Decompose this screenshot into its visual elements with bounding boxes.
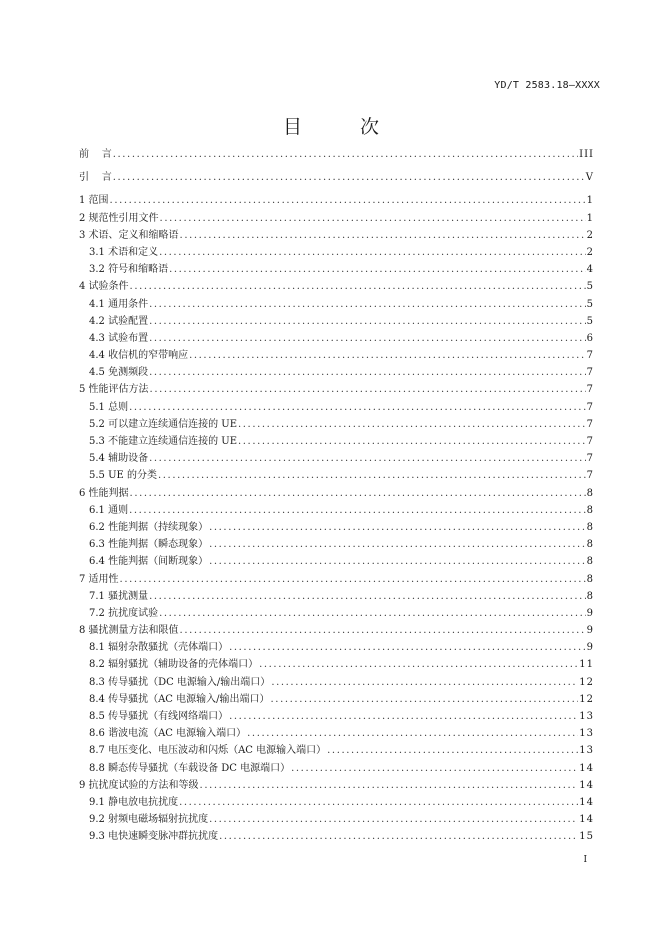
toc-entry-label: 8 骚扰测量方法和限值: [79, 625, 179, 637]
page-number: I: [583, 855, 587, 865]
toc-entry-page: 1: [586, 195, 594, 207]
toc-entry[interactable]: [79, 467, 594, 484]
toc-leader-dots: [113, 146, 578, 163]
toc-entry-page: 8: [586, 556, 594, 568]
toc-entry-label: 6.3 性能判据（瞬态现象）: [89, 539, 209, 551]
toc-leader-dots: [247, 725, 578, 742]
toc-entry[interactable]: [79, 261, 594, 278]
toc-leader-dots: [189, 347, 586, 364]
toc-leader-dots: [159, 244, 586, 261]
toc-entry-page: 9: [586, 625, 594, 637]
toc-entry-label: 9.2 射频电磁场辐射抗扰度: [89, 814, 209, 826]
toc-leader-dots: [130, 485, 586, 502]
toc-entry-page: 2: [586, 229, 594, 241]
toc-entry[interactable]: [79, 811, 594, 828]
toc-entry-label: 前 言: [79, 149, 112, 160]
toc-entry-page: 11: [579, 659, 594, 671]
toc-leader-dots: [149, 450, 586, 467]
toc-entry-label: 1 范围: [79, 195, 109, 207]
toc-entry-label: 8.2 辐射骚扰（辅助设备的壳体端口）: [89, 659, 259, 671]
toc-entry-label: 8.1 辐射杂散骚扰（壳体端口）: [89, 642, 229, 654]
toc-entry-label: 7.2 抗扰度试验: [89, 607, 159, 619]
toc-entry-label: 6.2 性能判据（持续现象）: [89, 521, 209, 533]
toc-entry[interactable]: [79, 674, 594, 691]
toc-entry[interactable]: [79, 502, 594, 519]
toc-entry-page: 5: [586, 315, 594, 327]
toc-leader-dots: [259, 656, 578, 673]
toc-leader-dots: [209, 536, 586, 553]
toc-entry[interactable]: [79, 656, 594, 673]
toc-entry[interactable]: [79, 708, 594, 725]
toc-entry-page: 7: [586, 350, 594, 362]
toc-entry-page: 13: [579, 745, 594, 757]
toc-leader-dots: [150, 381, 586, 398]
toc-entry-label: 7 适用性: [79, 573, 119, 585]
toc-leader-dots: [158, 467, 586, 484]
toc-entry-label: 2 规范性引用文件: [79, 212, 159, 224]
toc-leader-dots: [160, 210, 586, 227]
toc-leader-dots: [149, 296, 586, 313]
toc-entry-page: 7: [586, 453, 594, 465]
toc-entry-label: 9 抗扰度试验的方法和等级: [79, 779, 199, 791]
toc-leader-dots: [149, 588, 586, 605]
toc-entry[interactable]: [79, 571, 594, 588]
toc-entry[interactable]: [79, 725, 594, 742]
toc-leader-dots: [271, 691, 579, 708]
toc-entry[interactable]: [79, 416, 594, 433]
toc-entry-page: 8: [586, 539, 594, 551]
toc-entry-page: 8: [586, 573, 594, 585]
toc-entry-label: 6.4 性能判据（间断现象）: [89, 556, 209, 568]
toc-entry-label: 3.2 符号和缩略语: [89, 264, 169, 276]
toc-entry-page: 7: [586, 470, 594, 482]
toc-leader-dots: [271, 674, 578, 691]
toc-entry-label: 8.8 瞬态传导骚扰（车载设备 DC 电源端口）: [89, 762, 291, 774]
toc-entry[interactable]: [79, 742, 594, 759]
toc-entry-label: 5.4 辅助设备: [89, 453, 149, 465]
table-of-contents: [79, 146, 594, 846]
toc-entry[interactable]: [79, 485, 594, 502]
toc-entry-label: 6 性能判据: [79, 487, 129, 499]
toc-entry-page: 2: [586, 246, 594, 258]
toc-entry-page: 9: [586, 607, 594, 619]
toc-entry-label: 4.1 通用条件: [89, 298, 149, 310]
toc-entry-page: 13: [579, 711, 594, 722]
toc-entry-page: 8: [586, 590, 594, 602]
toc-entry-page: 7: [586, 367, 594, 379]
toc-leader-dots: [229, 708, 578, 725]
toc-entry-label: 9.1 静电放电抗扰度: [89, 796, 179, 808]
toc-leader-dots: [291, 760, 578, 777]
toc-entry-page: V: [585, 172, 594, 184]
toc-entry[interactable]: [79, 313, 594, 330]
toc-entry[interactable]: [79, 777, 594, 794]
toc-entry-label: 5.1 总则: [89, 401, 129, 413]
toc-leader-dots: [149, 364, 586, 381]
toc-entry[interactable]: [79, 450, 594, 467]
toc-entry[interactable]: [79, 622, 594, 639]
toc-entry-label: 8.7 电压变化、电压波动和闪烁（AC 电源输入端口）: [89, 745, 327, 757]
toc-leader-dots: [180, 227, 586, 244]
toc-entry[interactable]: [79, 364, 594, 381]
toc-entry-page: 14: [579, 796, 594, 808]
toc-entry[interactable]: [79, 399, 594, 416]
toc-leader-dots: [129, 502, 586, 519]
toc-entry-label: 4 试验条件: [79, 281, 129, 293]
toc-entry[interactable]: [79, 227, 594, 244]
toc-leader-dots: [327, 742, 578, 759]
toc-entry[interactable]: [79, 588, 594, 605]
toc-entry[interactable]: [79, 330, 594, 347]
toc-entry[interactable]: [79, 536, 594, 553]
toc-entry-page: 8: [586, 504, 594, 516]
toc-entry[interactable]: [79, 192, 594, 209]
toc-entry[interactable]: [79, 169, 594, 186]
toc-entry[interactable]: [79, 605, 594, 622]
toc-leader-dots: [229, 639, 586, 656]
toc-leader-dots: [159, 605, 586, 622]
toc-entry-page: 7: [586, 436, 594, 447]
toc-entry[interactable]: [79, 691, 594, 708]
toc-entry-label: 4.3 试验布置: [89, 332, 149, 344]
toc-entry-page: 5: [586, 298, 594, 310]
toc-entry-page: 1: [586, 212, 594, 224]
toc-entry[interactable]: [79, 760, 594, 777]
toc-leader-dots: [113, 169, 585, 186]
toc-entry-page: III: [579, 149, 594, 160]
toc-entry-page: 14: [579, 814, 594, 826]
toc-entry[interactable]: [79, 146, 594, 163]
toc-entry[interactable]: [79, 519, 594, 536]
toc-leader-dots: [238, 416, 586, 433]
toc-entry[interactable]: [79, 433, 594, 450]
toc-entry-page: 15: [579, 831, 594, 843]
toc-entry-label: 引 言: [79, 172, 112, 184]
toc-entry-page: 8: [586, 521, 594, 533]
toc-entry-page: 6: [586, 332, 594, 344]
toc-entry-label: 9.3 电快速瞬变脉冲群抗扰度: [89, 831, 219, 843]
toc-entry[interactable]: [79, 210, 594, 227]
toc-leader-dots: [209, 519, 586, 536]
toc-entry[interactable]: [79, 278, 594, 295]
toc-entry-page: 7: [586, 384, 594, 396]
toc-leader-dots: [130, 278, 586, 295]
toc-entry[interactable]: [79, 639, 594, 656]
toc-entry-page: 8: [586, 487, 594, 499]
toc-entry[interactable]: [79, 553, 594, 570]
toc-entry-label: 4.5 免测频段: [89, 367, 149, 379]
toc-leader-dots: [129, 399, 586, 416]
toc-leader-dots: [238, 433, 586, 450]
toc-leader-dots: [120, 571, 586, 588]
toc-leader-dots: [219, 828, 578, 845]
toc-entry-page: 13: [579, 728, 594, 740]
toc-entry-label: 7.1 骚扰测量: [89, 590, 149, 602]
toc-entry-page: 12: [579, 693, 594, 705]
page-title: 目 次: [282, 116, 406, 138]
toc-entry-label: 8.6 谐波电流（AC 电源输入端口）: [89, 728, 247, 740]
toc-entry-label: 6.1 通则: [89, 504, 129, 516]
document-code: YD/T 2583.18—XXXX: [494, 80, 600, 91]
toc-entry-page: 7: [586, 418, 594, 430]
toc-entry[interactable]: [79, 296, 594, 313]
toc-entry[interactable]: [79, 347, 594, 364]
toc-entry-label: 8.5 传导骚扰（有线网络端口）: [89, 711, 229, 722]
toc-entry-label: 3 术语、定义和缩略语: [79, 229, 179, 241]
toc-entry-label: 5.2 可以建立连续通信连接的 UE: [89, 418, 237, 430]
toc-entry-page: 12: [579, 676, 594, 688]
toc-entry[interactable]: [79, 794, 594, 811]
toc-leader-dots: [180, 622, 586, 639]
toc-leader-dots: [209, 811, 578, 828]
toc-entry-label: 8.4 传导骚扰（AC 电源输入/输出端口）: [89, 693, 270, 705]
toc-leader-dots: [179, 794, 578, 811]
toc-entry-label: 5 性能评估方法: [79, 384, 149, 396]
toc-entry[interactable]: [79, 244, 594, 261]
toc-entry-label: 4.2 试验配置: [89, 315, 149, 327]
toc-entry-page: 4: [586, 264, 594, 276]
toc-entry-label: 3.1 术语和定义: [89, 246, 159, 258]
toc-entry-page: 7: [586, 401, 594, 413]
toc-leader-dots: [149, 313, 586, 330]
toc-leader-dots: [110, 192, 586, 209]
toc-entry-label: 8.3 传导骚扰（DC 电源输入/输出端口）: [89, 676, 271, 688]
toc-entry-page: 14: [579, 762, 594, 774]
toc-leader-dots: [209, 553, 586, 570]
toc-entry-page: 9: [586, 642, 594, 654]
toc-entry[interactable]: [79, 828, 594, 845]
toc-entry-page: 5: [586, 281, 594, 293]
toc-entry[interactable]: [79, 381, 594, 398]
toc-leader-dots: [169, 261, 586, 278]
toc-entry-label: 5.5 UE 的分类: [89, 470, 157, 482]
toc-entry-label: 5.3 不能建立连续通信连接的 UE: [89, 436, 237, 447]
toc-leader-dots: [149, 330, 586, 347]
toc-entry-label: 4.4 收信机的窄带响应: [89, 350, 189, 362]
toc-entry-page: 14: [579, 779, 594, 791]
toc-leader-dots: [200, 777, 579, 794]
